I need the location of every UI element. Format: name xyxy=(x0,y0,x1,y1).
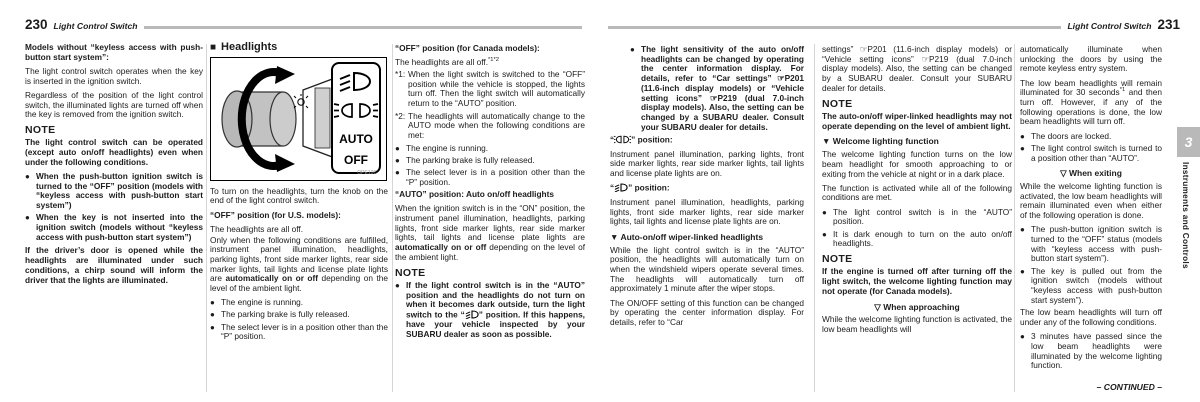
bullet-item: ● 3 minutes have passed since the low beam headlights were illuminated by the welcome lighting function. xyxy=(1020,331,1162,371)
bullet-dot: ● xyxy=(395,281,400,291)
paragraph: The low beam headlights will remain illuminated for 30 seconds$^{*1}$ and then turn off. However, if any of the following operations is done, the low beam headlights will turn off. xyxy=(1020,77,1162,127)
paragraph: The headlights are all off.$^{*1*2}$ xyxy=(395,57,499,68)
bullet-item: ● The light control switch is in the “AUTO” position. xyxy=(822,206,1012,227)
note-paragraph: The light control switch can be operated (except auto on/off headlights) even when under the following conditions. xyxy=(25,137,203,167)
bullet-item: ● The push-button ignition switch is turned to the “OFF” status (models with “keyless access with push-button start system”). xyxy=(1020,224,1162,264)
paragraph: Instrument panel illumination, parking lights, front side marker lights, rear side marker lights, tail lights and license plate lights are on. xyxy=(610,148,804,178)
page-title-left: Light Control Switch xyxy=(53,21,138,31)
bullet-dot: ● xyxy=(1020,332,1025,342)
figure-code: OPE10C xyxy=(357,169,377,176)
chapter-label-vertical: Instruments and Controls xyxy=(1181,162,1190,269)
header-rule-right xyxy=(608,26,1061,29)
stalk-band xyxy=(315,88,330,148)
paragraph: While the welcome lighting function is activated, the low beam headlights will xyxy=(822,314,1012,334)
bullet-dot: ● xyxy=(630,45,635,54)
note-paragraph: If the engine is turned off after turning off the light switch, the welcome lighting function may not operate (for Canada models). xyxy=(822,266,1012,296)
subheading: “OFF” position (for Canada models): xyxy=(395,43,540,53)
position-lamp-icon xyxy=(614,135,631,144)
note-paragraph: If the driver’s door is opened while the headlights are illuminated under such conditions, a chirp sound will inform the driver that the lights are illuminated. xyxy=(25,245,203,285)
note-heading: NOTE xyxy=(25,123,56,136)
light-switch-illustration xyxy=(211,58,383,177)
right-page-header xyxy=(608,19,1180,31)
page-number-right: 231 xyxy=(1157,17,1180,32)
note-heading: NOTE xyxy=(395,266,426,279)
bullet-item: ● The engine is running. xyxy=(395,142,489,153)
bullet-dot: ● xyxy=(210,310,215,320)
paragraph: Only when the following conditions are fulfilled, instrument panel illumination, headlights, parking lights, front side marker lights, rear side marker lights, tail lights and license plate lights are automatically on or off depending on the level of the ambient light. xyxy=(210,234,389,294)
bullet-dot: ● xyxy=(395,168,400,178)
chapter-number: 3 xyxy=(1184,134,1193,150)
footnote: *2: The headlights will automatically change to the AUTO mode when the following conditions are met: xyxy=(395,110,585,141)
note-heading: NOTE xyxy=(822,97,853,110)
bullet-dot: ● xyxy=(1020,225,1025,235)
section-square-marker: ■ xyxy=(210,42,217,53)
column-1 xyxy=(25,43,203,290)
column-6 xyxy=(1020,43,1162,393)
continued-marker: – CONTINUED – xyxy=(1096,382,1162,393)
bullet-item: ● The light sensitivity of the auto on/off headlights can be changed by operating the center information display. For details, refer to “Car settings” ☞P201 (11.6-inch display models) or “Vehicle setting icons” ☞P219 (dual 7.0-inch display models). Also, the setting can be changed by a SUBARU dealer. Consult your SUBARU dealer for details. xyxy=(630,44,804,132)
subheading: “AUTO” position: Auto on/off headlights xyxy=(395,189,555,200)
light-switch-figure xyxy=(210,57,387,181)
chapter-tab xyxy=(1177,127,1200,157)
bullet-dot: ● xyxy=(1020,266,1025,276)
footnote: *1: When the light switch is switched to the “OFF” position while the vehicle is stopped, the lights turn off. Then the light switch will automatically return to the “AUTO” position. xyxy=(395,68,585,109)
paragraph: To turn on the headlights, turn the knob on the end of the light control switch. xyxy=(210,185,388,206)
off-label: OFF xyxy=(344,152,368,167)
left-page-header xyxy=(25,19,582,31)
subheading: Models without “keyless access with push-button start system”: xyxy=(25,42,203,62)
footnote-ref: *1*2 xyxy=(488,57,499,64)
bullet-item: ● The doors are locked. xyxy=(1020,130,1112,141)
paragraph: When the ignition switch is in the “ON” position, the instrument panel illumination, headlights, parking lights, front side marker lights, rear side marker lights, tail lights and license plate lights are automatically on or off depending on the level of the ambient light. xyxy=(395,203,585,262)
paragraph: settings” ☞P201 (11.6-inch display models) or “Vehicle setting icons” ☞P219 (dual 7.0-inch display models). Also, the setting can be changed by a SUBARU dealer. Consult your SUBARU dealer for details. xyxy=(822,44,1012,93)
paragraph: automatically illuminate when unlocking the doors by using the remote keyless entry system. xyxy=(1020,44,1162,74)
bullet-item: ● When the push-button ignition switch is turned to the “OFF” position (models with “keyless access with push-button start system”) xyxy=(25,171,203,211)
bullet-item: ● The parking brake is fully released. xyxy=(395,155,535,166)
page-title-right: Light Control Switch xyxy=(1067,21,1152,31)
knob-front xyxy=(270,92,296,146)
bullet-item: ● The key is pulled out from the ignition switch (models without “keyless access with push-button start system”). xyxy=(1020,265,1162,305)
column-5 xyxy=(822,43,1012,339)
column-divider xyxy=(392,44,393,392)
section-heading-label: Headlights xyxy=(221,41,278,53)
header-rule-left xyxy=(144,26,582,29)
bullet-dot: ● xyxy=(1020,143,1025,153)
subheading: “OFF” position (for U.S. models): xyxy=(210,209,341,220)
paragraph: While the light control switch is in the “AUTO” position, the headlights will automatically turn on when the windshield wipers operate several times. The headlights will automatically turn off approximately 1 minute after the wiper stops. xyxy=(610,244,804,294)
bullet-item: ● The select lever is in a position other than the “P” position. xyxy=(395,167,585,187)
bullet-dot: ● xyxy=(25,172,30,182)
position-label: “ ” position: xyxy=(610,134,673,145)
position-label: “ ” position: xyxy=(610,182,670,193)
column-divider xyxy=(1014,44,1015,392)
paragraph: The ON/OFF setting of this function can be changed by operating the center information display. For details, refer to “Car xyxy=(610,297,804,328)
bullet-dot: ● xyxy=(210,298,215,308)
page-number-left: 230 xyxy=(25,17,48,32)
note-paragraph: The auto-on/off wiper-linked headlights may not operate depending on the level of ambient light. xyxy=(822,111,1012,131)
section-heading xyxy=(210,43,388,53)
auto-label: AUTO xyxy=(339,131,373,146)
bullet-item: ● The light control switch is turned to a position other than “AUTO”. xyxy=(1020,142,1162,163)
paragraph: The headlights are all off. xyxy=(210,223,304,234)
bullet-item: ● When the key is not inserted into the ignition switch (models without “keyless access with push-button start system”) xyxy=(25,212,203,242)
bullet-dot: ● xyxy=(822,229,827,239)
low-beam-icon xyxy=(465,310,479,319)
paragraph: The welcome lighting function turns on the low beam headlight for smooth approaching to or exiting from the vehicle at night or in a dark place. xyxy=(822,149,1012,179)
column-4 xyxy=(610,43,804,332)
paragraph: The light control switch operates when the key is inserted in the ignition switch. xyxy=(25,65,203,86)
paragraph: The function is activated while all of the following conditions are met. xyxy=(822,182,1012,203)
bullet-item: ● If the light control switch is in the “AUTO” position and the headlights do not turn on when it becomes dark outside, turn the light switch to the “ ” position. If this happens, have your vehicle inspected by your SUBARU dealer as soon as possible. xyxy=(395,280,585,340)
paragraph: Instrument panel illumination, headlights, parking lights, front side marker lights, rear side marker lights, tail lights and license plate lights are on. xyxy=(610,196,804,227)
bullet-item: ● The engine is running. xyxy=(210,297,304,308)
sub-section-heading: ▽ When approaching xyxy=(874,301,960,312)
paragraph: Regardless of the position of the light control switch, the illuminated lights are turned off when the key is removed from the ignition switch. xyxy=(25,89,203,120)
column-divider xyxy=(814,44,815,392)
column-3 xyxy=(395,43,585,342)
note-heading: NOTE xyxy=(822,252,853,265)
bullet-dot: ● xyxy=(25,213,30,223)
bullet-dot: ● xyxy=(1020,131,1025,141)
paragraph: The low beam headlights will turn off under any of the following conditions. xyxy=(1020,307,1162,328)
footnote-marker: *1: xyxy=(395,68,406,79)
footnote-ref: *1 xyxy=(1119,87,1126,94)
bullet-dot: ● xyxy=(210,322,215,332)
bullet-dot: ● xyxy=(395,156,400,166)
paragraph: While the welcome lighting function is activated, the low beam headlights will remain illuminated even when either of the following operation is done. xyxy=(1020,180,1162,221)
bullet-item: ● It is dark enough to turn on the auto on/off headlights. xyxy=(822,228,1012,249)
sub-section-heading: ▼ Welcome lighting function xyxy=(822,136,939,147)
sub-section-heading: ▼ Auto-on/off wiper-linked headlights xyxy=(610,231,764,242)
bullet-dot: ● xyxy=(395,143,400,153)
column-2 xyxy=(210,43,388,345)
bullet-item: ● The select lever is in a position other than the “P” position. xyxy=(210,321,388,342)
footnote-marker: *2: xyxy=(395,110,406,121)
low-beam-icon xyxy=(614,183,628,192)
bullet-dot: ● xyxy=(822,207,827,217)
bullet-item: ● The parking brake is fully released. xyxy=(210,309,350,320)
column-divider xyxy=(206,44,207,392)
sub-section-heading: ▽ When exiting xyxy=(1060,168,1122,179)
